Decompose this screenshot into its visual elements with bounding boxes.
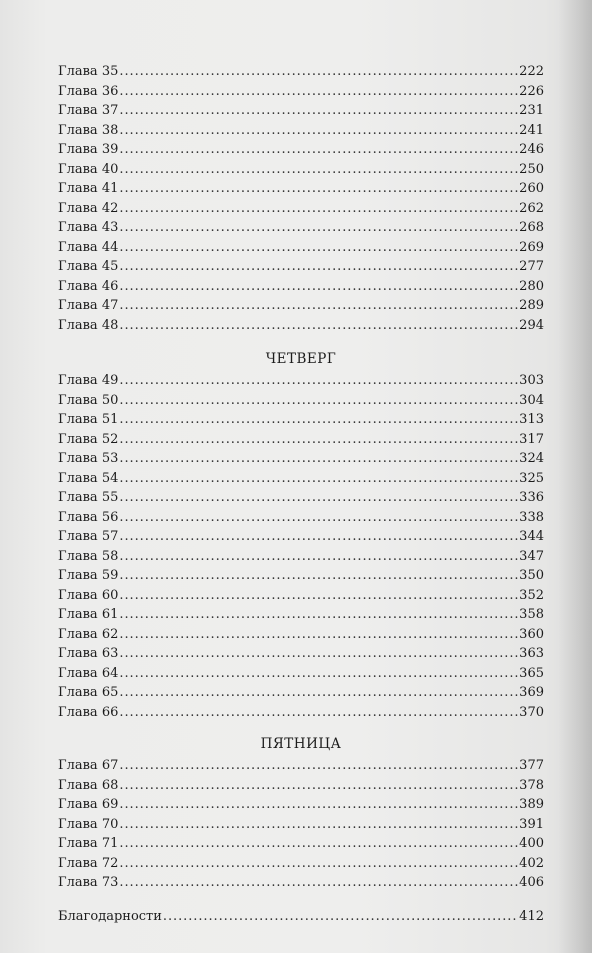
entry-page-number: 412 — [519, 908, 544, 924]
entry-label: Глава 59 — [58, 568, 119, 583]
entry-page-number: 402 — [519, 855, 544, 871]
toc-entry — [58, 62, 544, 82]
entry-label: Глава 61 — [58, 607, 119, 622]
toc-entry-acknowledgements — [58, 907, 544, 927]
entry-label: Глава 54 — [58, 470, 119, 486]
leader-dots — [119, 469, 518, 489]
entry-page-number: 241 — [519, 122, 544, 138]
leader-dots — [119, 625, 518, 645]
leader-dots — [119, 430, 518, 450]
toc-entry — [58, 586, 544, 606]
leader-dots — [119, 410, 518, 430]
table-of-contents — [58, 62, 544, 926]
leader-dots — [119, 644, 518, 664]
entry-label: Глава 64 — [58, 665, 119, 681]
toc-entry — [58, 625, 544, 645]
entry-page-number: 338 — [519, 509, 544, 525]
toc-entry — [58, 277, 544, 297]
leader-dots — [119, 605, 518, 625]
entry-label: Глава 43 — [58, 220, 119, 235]
entry-label: Глава 62 — [58, 626, 119, 642]
entry-page-number: 317 — [519, 431, 544, 447]
entry-page-number: 336 — [519, 490, 544, 505]
toc-entry — [58, 391, 544, 411]
entry-page-number: 313 — [519, 412, 544, 427]
entry-page-number: 352 — [519, 587, 544, 603]
leader-dots — [119, 547, 518, 567]
entry-label: Глава 68 — [58, 777, 119, 793]
entry-label: Глава 72 — [58, 855, 119, 871]
toc-entry — [58, 644, 544, 664]
entry-label: Глава 44 — [58, 239, 119, 255]
leader-dots — [119, 199, 518, 219]
entry-page-number: 303 — [519, 373, 544, 388]
toc-entry — [58, 795, 544, 815]
toc-entry — [58, 296, 544, 316]
toc-entry — [58, 430, 544, 450]
entry-page-number: 269 — [519, 239, 544, 255]
leader-dots — [119, 664, 518, 684]
leader-dots — [119, 101, 518, 121]
toc-section-thursday — [58, 347, 544, 722]
leader-dots — [119, 873, 518, 893]
leader-dots — [119, 508, 518, 528]
entry-page-number: 363 — [519, 646, 544, 661]
entry-label: Глава 52 — [58, 431, 119, 447]
entry-page-number: 400 — [519, 836, 544, 851]
entry-page-number: 294 — [519, 317, 544, 333]
entry-label: Глава 71 — [58, 836, 119, 851]
leader-dots — [119, 488, 518, 508]
entry-page-number: 365 — [519, 665, 544, 681]
entry-label: Глава 70 — [58, 816, 119, 832]
entry-label: Глава 49 — [58, 373, 119, 388]
toc-entry — [58, 605, 544, 625]
leader-dots — [119, 140, 518, 160]
entry-page-number: 260 — [519, 181, 544, 196]
toc-entry — [58, 527, 544, 547]
entry-label: Глава 58 — [58, 548, 119, 564]
entry-page-number: 325 — [519, 470, 544, 486]
entry-label: Благодарности — [58, 908, 162, 924]
entry-page-number: 378 — [519, 777, 544, 793]
entry-label: Глава 38 — [58, 122, 119, 138]
leader-dots — [119, 795, 518, 815]
entry-page-number: 222 — [519, 64, 544, 79]
entry-label: Глава 36 — [58, 83, 119, 99]
entry-label: Глава 46 — [58, 278, 119, 294]
entry-page-number: 280 — [519, 278, 544, 294]
toc-entry — [58, 316, 544, 336]
entry-label: Глава 45 — [58, 259, 119, 274]
toc-entry — [58, 101, 544, 121]
entry-label: Глава 69 — [58, 797, 119, 812]
entry-page-number: 369 — [519, 685, 544, 700]
entry-label: Глава 57 — [58, 529, 119, 544]
section-heading: ЧЕТВЕРГ — [265, 351, 337, 367]
entry-page-number: 358 — [519, 607, 544, 622]
entry-label: Глава 60 — [58, 587, 119, 603]
toc-entry — [58, 160, 544, 180]
leader-dots — [119, 566, 518, 586]
toc-section-friday — [58, 732, 544, 893]
entry-page-number: 277 — [519, 259, 544, 274]
toc-entry — [58, 257, 544, 277]
toc-entry — [58, 410, 544, 430]
leader-dots — [119, 776, 518, 796]
leader-dots — [119, 62, 518, 82]
entry-label: Глава 66 — [58, 704, 119, 720]
entry-label: Глава 35 — [58, 64, 119, 79]
leader-dots — [119, 179, 518, 199]
toc-entry — [58, 547, 544, 567]
leader-dots — [119, 391, 518, 411]
spine-shadow — [558, 0, 592, 953]
leader-dots — [119, 834, 518, 854]
entry-page-number: 350 — [519, 568, 544, 583]
leader-dots — [119, 527, 518, 547]
entry-page-number: 370 — [519, 704, 544, 720]
entry-label: Глава 67 — [58, 758, 119, 773]
entry-label: Глава 48 — [58, 317, 119, 333]
toc-entry — [58, 664, 544, 684]
entry-page-number: 246 — [519, 142, 544, 157]
entry-label: Глава 63 — [58, 646, 119, 661]
entry-page-number: 324 — [519, 451, 544, 466]
leader-dots — [119, 756, 518, 776]
leader-dots — [163, 907, 518, 927]
leader-dots — [119, 238, 518, 258]
entry-label: Глава 65 — [58, 685, 119, 700]
toc-entry — [58, 815, 544, 835]
toc-entry — [58, 199, 544, 219]
entry-page-number: 226 — [519, 83, 544, 99]
entry-label: Глава 55 — [58, 490, 119, 505]
toc-entry — [58, 873, 544, 893]
entry-page-number: 289 — [519, 298, 544, 313]
entry-page-number: 250 — [519, 161, 544, 177]
toc-entry — [58, 238, 544, 258]
leader-dots — [119, 815, 518, 835]
entry-label: Глава 40 — [58, 161, 119, 177]
toc-entry — [58, 756, 544, 776]
entry-page-number: 347 — [519, 548, 544, 564]
leader-dots — [119, 683, 518, 703]
leader-dots — [119, 854, 518, 874]
toc-entry — [58, 683, 544, 703]
entry-page-number: 391 — [519, 816, 544, 832]
toc-entry — [58, 703, 544, 723]
leader-dots — [119, 82, 518, 102]
toc-entry — [58, 488, 544, 508]
entry-page-number: 389 — [519, 797, 544, 812]
leader-dots — [119, 449, 518, 469]
entry-page-number: 406 — [519, 875, 544, 890]
entry-page-number: 377 — [519, 758, 544, 773]
entry-label: Глава 50 — [58, 392, 119, 408]
entry-page-number: 304 — [519, 392, 544, 408]
toc-entry — [58, 179, 544, 199]
toc-entry — [58, 854, 544, 874]
entry-label: Глава 42 — [58, 200, 119, 216]
entry-label: Глава 56 — [58, 509, 119, 525]
leader-dots — [119, 257, 518, 277]
toc-entry — [58, 566, 544, 586]
entry-page-number: 344 — [519, 529, 544, 544]
entry-label: Глава 51 — [58, 412, 119, 427]
toc-section-wednesday-continued — [58, 62, 544, 335]
toc-entry — [58, 121, 544, 141]
entry-label: Глава 41 — [58, 181, 119, 196]
toc-entry — [58, 834, 544, 854]
toc-entry — [58, 449, 544, 469]
leader-dots — [119, 160, 518, 180]
toc-entry — [58, 82, 544, 102]
section-heading: ПЯТНИЦА — [260, 736, 342, 752]
toc-entry — [58, 140, 544, 160]
entry-page-number: 231 — [519, 103, 544, 118]
entry-page-number: 262 — [519, 200, 544, 216]
entry-label: Глава 73 — [58, 875, 119, 890]
entry-label: Глава 37 — [58, 103, 119, 118]
toc-entry — [58, 469, 544, 489]
leader-dots — [119, 586, 518, 606]
leader-dots — [119, 121, 518, 141]
entry-label: Глава 47 — [58, 298, 119, 313]
toc-entry — [58, 508, 544, 528]
toc-entry — [58, 218, 544, 238]
leader-dots — [119, 371, 518, 391]
leader-dots — [119, 277, 518, 297]
leader-dots — [119, 316, 518, 336]
toc-entry — [58, 776, 544, 796]
toc-entry — [58, 371, 544, 391]
entry-page-number: 360 — [519, 626, 544, 642]
entry-page-number: 268 — [519, 220, 544, 235]
leader-dots — [119, 218, 518, 238]
leader-dots — [119, 703, 518, 723]
leader-dots — [119, 296, 518, 316]
entry-label: Глава 53 — [58, 451, 119, 466]
entry-label: Глава 39 — [58, 142, 119, 157]
